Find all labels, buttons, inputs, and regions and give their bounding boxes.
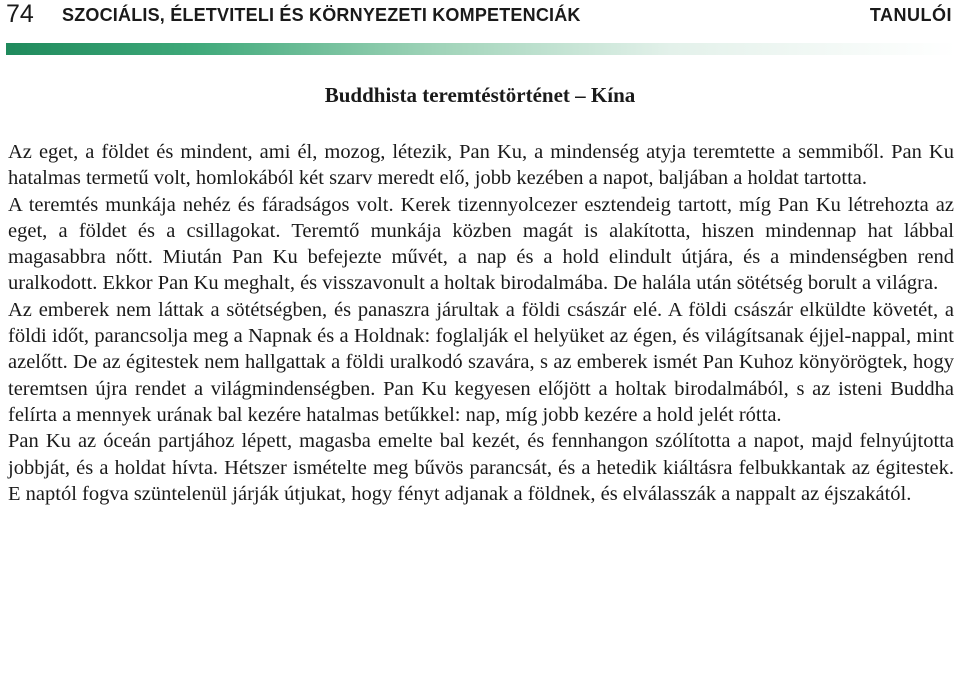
paragraph: A teremtés munkája nehéz és fáradságos volt. Kerek tizennyolcezer esztendeig tartott, míg Pan Ku létrehozta az eget, a földet és a csillagokat. Teremtő munkája közben magát is alakította, hiszen mindennap hat lábbal magasabbra nőtt. Miután Pan Ku befejezte művét, a nap és a hold elindult útjára, és a mindenségben rend uralkodott. Ekkor Pan Ku meghalt, és visszavonult a holtak birodalmába. De halála után sötétség borult a világra. [8,193,954,295]
article-title: Buddhista teremtéstörténet – Kína [324,83,636,107]
page-number: 74 [6,0,34,28]
header-rule [6,43,956,55]
running-label: TANULÓI [869,5,952,25]
paragraph: Pan Ku az óceán partjához lépett, magasba emelte bal kezét, és fennhangon szólította a napot, majd felnyújtotta jobbját, és a holdat hívta. Hétszer ismételte meg bűvös parancsát, és a hetedik kiáltásra felbukkantak az égitestek. E naptól fogva szüntelenül járják útjukat, hogy fényt adjanak a földnek, és elválasszák a nappalt az éjszakától. [8,430,954,505]
article-body [8,139,954,507]
running-title: SZOCIÁLIS, ÉLETVITELI ÉS KÖRNYEZETI KOMPETENCIÁK [62,5,581,25]
page-header [0,0,960,32]
paragraph: Az emberek nem láttak a sötétségben, és panaszra járultak a földi császár elé. A földi császár elküldte követét, a földi időt, parancsolja meg a Napnak és a Holdnak: foglalják el helyüket az égen, és világítsanak éjjel-nappal, mint azelőtt. De az égitestek nem hallgattak a földi uralkodó szavára, s az emberek ismét Pan Kuhoz könyörögtek, hogy teremtsen újra rendet a világmindenségben. Pan Ku kegyesen előjött a holtak birodalmából, s az isteni Buddha felírta a mennyek urának bal kezére hatalmas betűkkel: nap, míg jobb kezére a hold jelét rótta. [8,298,954,426]
paragraph: Az eget, a földet és mindent, ami él, mozog, létezik, Pan Ku, a mindenség atyja teremtette a semmiből. Pan Ku hatalmas termetű volt, homlokából két szarv meredt elő, jobb kezében a napot, baljában a holdat tartotta. [8,141,954,190]
